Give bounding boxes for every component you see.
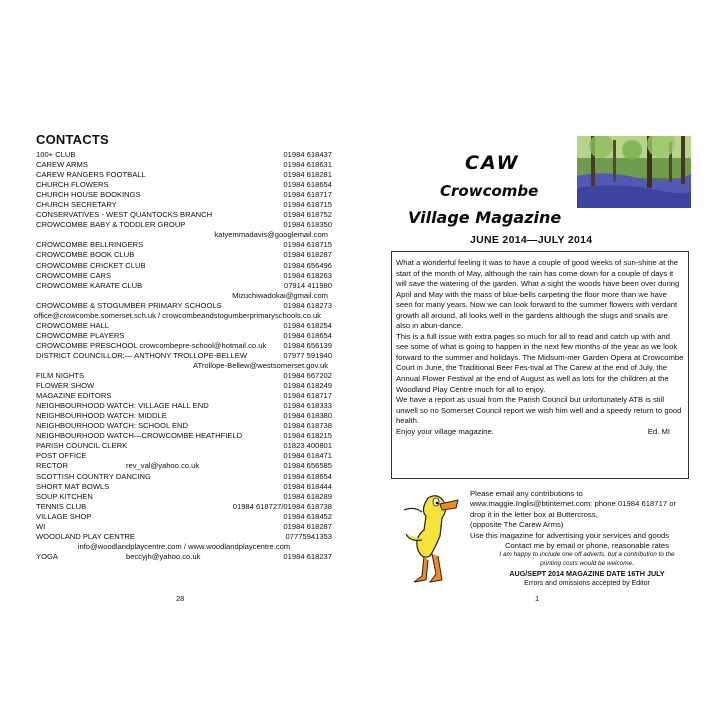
contact-name: DISTRICT COUNCILLOR;— ANTHONY TROLLOPE-BELLEW bbox=[36, 350, 247, 360]
contact-email: office@crowcombe.somerset.sch.uk / crowcombeandstogumberprimaryschools.co.uk bbox=[34, 310, 321, 320]
masthead-village-magazine: Village Magazine bbox=[408, 208, 562, 227]
contact-name: CHURCH FLOWERS bbox=[36, 180, 109, 190]
contact-name: NEIGHBOURHOOD WATCH: VILLAGE HALL END bbox=[36, 401, 209, 411]
contact-name: FILM NIGHTS bbox=[36, 371, 85, 381]
contact-row bbox=[36, 441, 332, 451]
contact-row bbox=[36, 220, 332, 230]
contact-phone: 01984 618333 bbox=[283, 401, 332, 411]
contact-row bbox=[36, 361, 332, 371]
editorial-paragraph-2: This is a full issue with extra pages so much for all to read and catch up with and see some of what is going to happen in the next few months of the year as we look forward to the summer and holidays. The Midsum-mer Garden Opera at Crowcombe Court in June, the Traditional Beer Fes-tival at The Carew at the end of July, the Annual Flower Festival at the end of August as well as lots for the children at the Woodland Play Centre much for all to enjoy. bbox=[396, 331, 684, 394]
contact-phone: 01984 618717 bbox=[283, 190, 332, 200]
contact-row bbox=[36, 190, 332, 200]
contact-name: SCOTTISH COUNTRY DANCING bbox=[36, 471, 151, 481]
contact-phone: 01984 656585 bbox=[283, 461, 332, 471]
contact-name: VILLAGE SHOP bbox=[36, 511, 92, 521]
contact-phone: 01823 400801 bbox=[283, 441, 332, 451]
contact-phone: 01984 618289 bbox=[283, 491, 332, 501]
contact-phone: 01984 656139 bbox=[283, 340, 332, 350]
contact-row bbox=[36, 461, 332, 471]
contact-name: CROWCOMBE & STOGUMBER PRIMARY SCHOOLS bbox=[36, 300, 222, 310]
contrib-contact: Contact me by email or phone, reasonable rates bbox=[504, 541, 670, 551]
contact-name: RECTOR bbox=[36, 461, 68, 471]
right-page bbox=[360, 0, 720, 720]
contrib-note-2: printing costs would be welcome. bbox=[540, 560, 634, 568]
masthead-caw: CAW bbox=[465, 152, 520, 174]
contact-row bbox=[36, 250, 332, 260]
contact-name: CHURCH HOUSE BOOKINGS bbox=[36, 190, 141, 200]
contact-row bbox=[36, 281, 332, 291]
contact-row bbox=[36, 411, 332, 421]
contrib-line-3: drop it in the letter box at Buttercross, bbox=[470, 509, 598, 519]
contact-name: YOGA bbox=[36, 551, 58, 561]
contact-name: CROWCOMBE BELLRINGERS bbox=[36, 240, 144, 250]
contact-row bbox=[36, 371, 332, 381]
contact-phone: 01984 618752 bbox=[283, 210, 332, 220]
contact-phone: 01984 656496 bbox=[283, 260, 332, 270]
contact-row bbox=[36, 522, 332, 532]
bluebell-woods-image bbox=[577, 136, 691, 208]
contact-name: CAREW RANGERS FOOTBALL bbox=[36, 170, 146, 180]
editorial-box bbox=[391, 251, 689, 479]
contact-phone: 01984 618254 bbox=[283, 320, 332, 330]
contrib-line-4: (opposite The Carew Arms) bbox=[470, 520, 564, 530]
contact-phone: 01984 618727/01984 618738 bbox=[232, 501, 332, 511]
contrib-note-1: I am happy to include one off adverts, but a contribution to the bbox=[499, 551, 675, 559]
contact-row bbox=[36, 210, 332, 220]
contact-name: CROWCOMBE KARATE CLUB bbox=[36, 280, 143, 290]
contact-phone: 01984 667202 bbox=[283, 371, 332, 381]
contact-row bbox=[36, 150, 332, 160]
contact-phone: 01984 618287 bbox=[283, 250, 332, 260]
contact-phone: 01984 618654 bbox=[283, 330, 332, 340]
contact-phone: 01984 618738 bbox=[283, 421, 332, 431]
contact-name: WOODLAND PLAY CENTRE bbox=[36, 531, 135, 541]
contact-row bbox=[36, 240, 332, 250]
masthead-crowcombe: Crowcombe bbox=[440, 182, 539, 200]
contact-phone: 01984 618281 bbox=[283, 170, 332, 180]
contact-phone: 01984 618715 bbox=[283, 200, 332, 210]
contact-row bbox=[36, 331, 332, 341]
contact-row bbox=[36, 532, 332, 542]
contact-name: TENNIS CLUB bbox=[36, 501, 87, 511]
contact-name: CROWCOMBE CRICKET CLUB bbox=[36, 260, 146, 270]
contact-row bbox=[36, 261, 332, 271]
duck-icon bbox=[400, 490, 460, 586]
contact-phone: 01984 618237 bbox=[283, 551, 332, 561]
contact-phone: 01984 618654 bbox=[283, 471, 332, 481]
contact-phone: 01984 618715 bbox=[283, 240, 332, 250]
contrib-advertising: Use this magazine for advertising your services and goods bbox=[470, 530, 670, 540]
contact-name: CHURCH SECRETARY bbox=[36, 200, 117, 210]
contrib-line-1: Please email any contributions to bbox=[470, 489, 583, 498]
contact-row bbox=[36, 381, 332, 391]
magazine-deadline: AUG/SEPT 2014 MAGAZINE DATE 16TH JULY bbox=[509, 569, 665, 579]
contact-name: FLOWER SHOW bbox=[36, 381, 95, 391]
contact-phone: 01984 618350 bbox=[283, 220, 332, 230]
contact-name: CROWCOMBE BABY & TODDLER GROUP bbox=[36, 220, 186, 230]
contact-phone: 07775941353 bbox=[285, 531, 332, 541]
contact-phone: 01984 618380 bbox=[283, 411, 332, 421]
contact-name: SHORT MAT BOWLS bbox=[36, 481, 110, 491]
contact-row bbox=[36, 542, 332, 552]
issue-date: JUNE 2014—JULY 2014 bbox=[470, 234, 593, 246]
contact-row bbox=[36, 291, 332, 301]
page-number-left: 28 bbox=[176, 594, 185, 603]
contact-row bbox=[36, 160, 332, 170]
contact-phone: 01984 618654 bbox=[283, 180, 332, 190]
editorial-paragraph-1: What a wonderful feeling it was to have a couple of good weeks of sun-shine at the start of the month of May, although the rain has come down for a couple of days it will save the watering of the garden. What a sight the woods have been over during April and May with the mass of blue-bells carpeting the floor more than we have seen for many years. Now we can look forward to the summer flowers with verdant growth all around, all looks well in the gardens although the slugs and snails are also in abun-dance. bbox=[396, 258, 680, 331]
contrib-email-phone: www.maggie.Inglis@btinternet.com: phone 01984 618717 or bbox=[470, 499, 677, 509]
contact-row bbox=[36, 351, 332, 361]
contact-phone: 01984 618287 bbox=[283, 521, 332, 531]
contact-name: CROWCOMBE HALL bbox=[36, 320, 109, 330]
cartoon-duck-illustration bbox=[400, 490, 460, 586]
contact-email: ATrollope-Bellew@westsomerset.gov.uk bbox=[192, 360, 328, 370]
contact-row bbox=[36, 230, 332, 240]
contact-row bbox=[36, 180, 332, 190]
contact-phone: 01984 618631 bbox=[283, 160, 332, 170]
contact-row bbox=[36, 301, 332, 311]
contact-name: CROWCOMBE PRESCHOOL crowcombepre-school@hotmail.co.uk bbox=[36, 340, 267, 350]
contact-row bbox=[36, 451, 332, 461]
contact-name: 100+ CLUB bbox=[36, 150, 76, 159]
contact-row bbox=[36, 552, 332, 562]
contact-row bbox=[36, 200, 332, 210]
page-number-right: 1 bbox=[535, 594, 540, 603]
contact-row bbox=[36, 170, 332, 180]
contact-phone: 01984 618249 bbox=[283, 381, 332, 391]
contact-phone: 01984 618263 bbox=[283, 270, 332, 280]
contact-phone: 01984 618444 bbox=[283, 481, 332, 491]
editorial-closing: Enjoy your village magazine. bbox=[396, 426, 494, 436]
contact-phone: 01984 618273 bbox=[283, 300, 332, 310]
contact-name: NEIGHBOURHOOD WATCH: SCHOOL END bbox=[36, 421, 189, 431]
contact-name: CROWCOMBE PLAYERS bbox=[36, 330, 125, 340]
contact-row bbox=[36, 401, 332, 411]
contact-phone: 07977 591940 bbox=[283, 350, 332, 360]
contact-website: info@woodlandplaycentre.com / www.woodlandplaycentre.com bbox=[77, 541, 291, 551]
contact-row bbox=[36, 341, 332, 351]
bluebell-woods-photo bbox=[577, 136, 691, 208]
editor-signature: Ed. MI bbox=[647, 426, 670, 436]
contributions-info bbox=[470, 489, 704, 590]
contact-row bbox=[36, 421, 332, 431]
contact-row bbox=[36, 311, 332, 321]
contact-name: PARISH COUNCIL CLERK bbox=[36, 441, 128, 451]
contact-email: Mizuchiwadokai@gmail.com bbox=[232, 290, 328, 300]
contact-phone: 01984 618437 bbox=[283, 150, 332, 159]
contact-name: MAGAZINE EDITORS bbox=[36, 391, 112, 401]
editorial-signoff bbox=[396, 427, 684, 438]
contact-name: POST OFFICE bbox=[36, 451, 87, 461]
contact-phone: 01984 618452 bbox=[283, 511, 332, 521]
contact-name: NEIGHBOURHOOD WATCH—CROWCOMBE HEATHFIELD bbox=[36, 431, 243, 441]
contact-row bbox=[36, 271, 332, 281]
contact-phone: 01984 618471 bbox=[283, 451, 332, 461]
contact-row bbox=[36, 512, 332, 522]
contact-row bbox=[36, 482, 332, 492]
contact-name: CROWCOMBE BOOK CLUB bbox=[36, 250, 135, 260]
contact-email: beccyjh@yahoo.co.uk bbox=[126, 551, 201, 561]
contact-row bbox=[36, 492, 332, 502]
contact-name: CROWCOMBE CARS bbox=[36, 270, 112, 280]
contact-phone: 07914 411980 bbox=[283, 280, 332, 290]
contacts-heading: CONTACTS bbox=[36, 132, 109, 147]
contact-row bbox=[36, 472, 332, 482]
errors-note: Errors and omissions accepted by Editor bbox=[524, 580, 650, 588]
contact-phone: 01984 618215 bbox=[283, 431, 332, 441]
contact-email: rev_val@yahoo.co.uk bbox=[126, 461, 200, 471]
contacts-list bbox=[36, 150, 332, 562]
contact-name: NEIGHBOURHOOD WATCH: MIDDLE bbox=[36, 411, 167, 421]
contact-name: SOUP KITCHEN bbox=[36, 491, 93, 501]
contact-phone: 01984 618717 bbox=[283, 391, 332, 401]
contact-name: CAREW ARMS bbox=[36, 160, 88, 170]
contact-name: CONSERVATIVES - WEST QUANTOCKS BRANCH bbox=[36, 210, 213, 220]
contact-email: katyemmadavis@googlemail.com bbox=[214, 230, 328, 240]
contact-row bbox=[36, 502, 332, 512]
contact-row bbox=[36, 431, 332, 441]
contact-row bbox=[36, 391, 332, 401]
contact-name: WI bbox=[36, 521, 46, 531]
editorial-paragraph-3: We have a report as usual from the Parish Council but unfortunately ATB is still unwell so no Somerset Council report we wish him well and a speedy return to good health. bbox=[396, 395, 682, 426]
contact-row bbox=[36, 321, 332, 331]
